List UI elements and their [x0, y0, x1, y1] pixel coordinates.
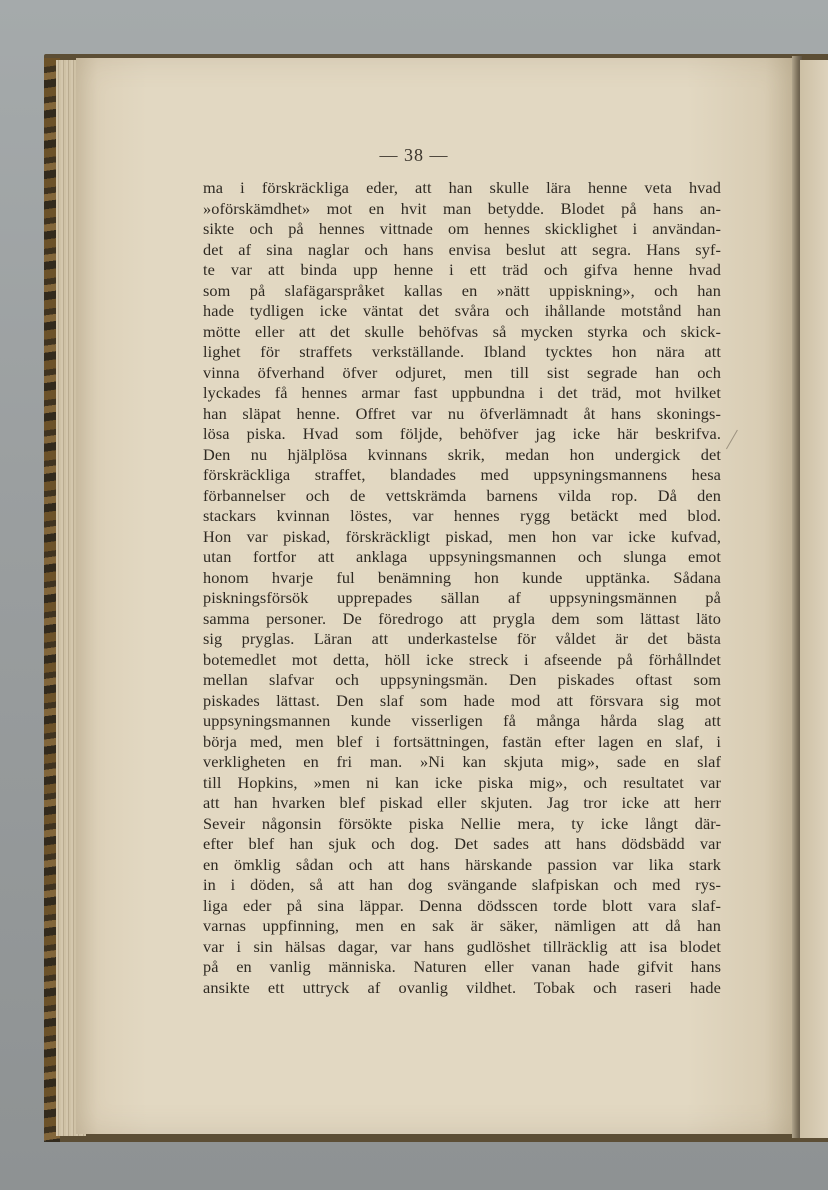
- text-line: sikte och på hennes vittnade om hennes skicklighet i användan-: [203, 219, 721, 238]
- facing-page-edge: [800, 60, 828, 1138]
- text-line: på en vanlig människa. Naturen eller vanan hade gifvit hans: [203, 957, 721, 976]
- text-line: in i döden, så att han dog svängande slafpiskan och med rys-: [203, 875, 721, 894]
- text-line: det af sina naglar och hans envisa beslut att segra. Hans syf-: [203, 239, 721, 259]
- text-line: varnas uppfinning, men en sak är säker, nämligen att då han: [203, 916, 721, 935]
- text-line: utan fortfor att anklaga uppsyningsmannen och slunga emot: [203, 547, 721, 566]
- text-line: mötte eller att det skulle behöfvas så mycken styrka och skick-: [203, 321, 721, 341]
- text-line: samma personer. De föredrogo att prygla dem som lättast läto: [203, 608, 721, 628]
- text-line: verkligheten en fri man. »Ni kan skjuta mig», sade en slaf: [203, 752, 721, 771]
- text-line: till Hopkins, »men ni kan icke piska mig», och resultatet var: [203, 772, 721, 792]
- text-line: liga eder på sina läppar. Denna dödsscen torde blott vara slaf-: [203, 895, 721, 915]
- text-line: som på slafägarspråket kallas en »nätt uppiskning», och han: [203, 280, 721, 300]
- text-line: en ömklig sådan och att hans härskande passion var lika stark: [203, 854, 721, 874]
- page-number: — 38 —: [379, 145, 449, 165]
- text-line: lyckades få hennes armar fast uppbundna i det träd, mot hvilket: [203, 383, 721, 402]
- text-line: ma i förskräckliga eder, att han skulle lära henne veta hvad: [203, 178, 721, 197]
- text-line: hade tydligen icke väntat det svåra och ihållande motstånd han: [203, 301, 721, 320]
- text-line: börja med, men blef i fortsättningen, fastän efter lagen en slaf, i: [203, 731, 721, 751]
- text-line: ansikte ett uttryck af ovanlig vildhet. Tobak och raseri hade: [203, 977, 721, 997]
- text-line: »oförskämdhet» mot en hvit man betydde. Blodet på hans an-: [203, 198, 721, 218]
- text-line: piskningsförsök upprepades sällan af uppsyningsmännen på: [203, 588, 721, 607]
- text-line: stackars kvinnan löstes, var hennes rygg betäckt med blod.: [203, 506, 721, 525]
- text-line: han släpat henne. Offret var nu öfverlämnadt åt hans skonings-: [203, 403, 721, 423]
- text-line: var i sin hälsas dagar, var hans gudlöshet tillräcklig att isa blodet: [203, 936, 721, 956]
- text-line: förskräckliga straffet, blandades med uppsyningsmannens hesa: [203, 465, 721, 484]
- text-line: sig pryglas. Läran att underkastelse för våldet är det bästa: [203, 629, 721, 648]
- text-line: te var att binda upp henne i ett träd och gifva henne hvad: [203, 260, 721, 279]
- text-line: Seveir någonsin försökte piska Nellie mera, ty icke långt där-: [203, 813, 721, 833]
- text-line: honom hvarje ful benämning hon kunde upptänka. Sådana: [203, 567, 721, 587]
- text-line: botemedlet mot detta, höll icke streck i afseende på förhållndet: [203, 649, 721, 669]
- text-line: att han hvarken blef piskad eller skjuten. Jag tror icke att herr: [203, 793, 721, 812]
- text-line: piskades lättast. Den slaf som hade mod att försvara sig mot: [203, 690, 721, 710]
- text-line: uppsyningsmannen kunde visserligen få många hårda slag att: [203, 711, 721, 730]
- body-text: [203, 178, 721, 998]
- text-line: förbannelser och de vettskrämda barnens vilda rop. Då den: [203, 485, 721, 505]
- text-line: mellan slafvar och uppsyningsmän. Den piskades oftast som: [203, 670, 721, 689]
- text-line: efter blef han sjuk och dog. Det sades att hans dödsbädd var: [203, 834, 721, 853]
- text-line: Hon var piskad, förskräckligt piskad, men hon var icke kufvad,: [203, 526, 721, 546]
- text-line: lösa piska. Hvad som följde, behöfver jag icke här beskrifva.: [203, 424, 721, 443]
- text-line: Den nu hjälplösa kvinnans skrik, medan hon undergick det: [203, 444, 721, 464]
- text-line: vinna öfverhand öfver odjuret, men till sist segrade han och: [203, 362, 721, 382]
- text-line: lighet för straffets verkställande. Ibland tycktes hon nära att: [203, 342, 721, 361]
